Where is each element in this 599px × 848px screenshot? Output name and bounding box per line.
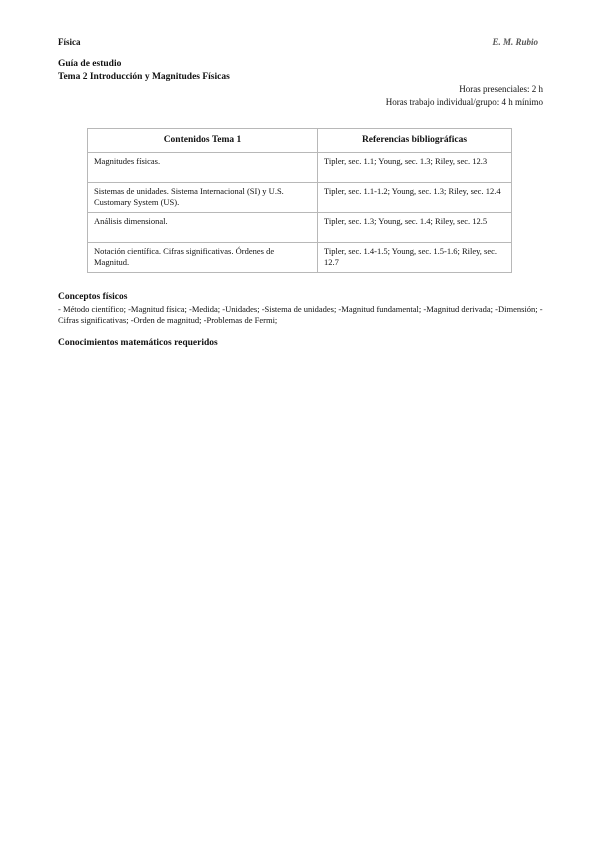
table-cell-content: Notación científica. Cifras significativas. Órdenes de Magnitud.	[88, 243, 318, 273]
table-row	[88, 243, 512, 273]
table-cell-content: Análisis dimensional.	[88, 213, 318, 243]
header-subject: Física	[58, 37, 81, 47]
concepts-text: - Método científico; -Magnitud física; -Medida; -Unidades; -Sistema de unidades; -Magnitud fundamental; -Magnitud derivada; -Dimensión; -Cifras significativas; -Orden de magnitud; -Problemas de Fermi;	[58, 304, 543, 325]
table-row	[88, 213, 512, 243]
table-cell-refs: Tipler, sec. 1.1; Young, sec. 1.3; Riley, sec. 12.3	[318, 153, 512, 183]
topic-title: Tema 2 Introducción y Magnitudes Físicas	[58, 72, 230, 82]
table-cell-refs: Tipler, sec. 1.1-1.2; Young, sec. 1.3; Riley, sec. 12.4	[318, 183, 512, 213]
header-references: Referencias bibliográficas	[318, 129, 512, 153]
contents-table	[87, 128, 512, 273]
table-cell-content: Magnitudes físicas.	[88, 153, 318, 183]
individual-hours: Horas trabajo individual/grupo: 4 h mínimo	[385, 97, 543, 107]
table-cell-content: Sistemas de unidades. Sistema Internacional (SI) y U.S. Customary System (US).	[88, 183, 318, 213]
header-contents: Contenidos Tema 1	[88, 129, 318, 153]
math-title: Conocimientos matemáticos requeridos	[58, 338, 218, 348]
table-cell-refs: Tipler, sec. 1.3; Young, sec. 1.4; Riley, sec. 12.5	[318, 213, 512, 243]
table-cell-refs: Tipler, sec. 1.4-1.5; Young, sec. 1.5-1.6; Riley, sec. 12.7	[318, 243, 512, 273]
table-row	[88, 183, 512, 213]
table-row	[88, 153, 512, 183]
header-author: E. M. Rubio	[492, 37, 538, 47]
document-title-block	[58, 58, 230, 84]
hours-block	[386, 83, 543, 109]
table-header-row	[88, 129, 512, 153]
guide-title: Guía de estudio	[58, 59, 122, 69]
presential-hours: Horas presenciales: 2 h	[459, 84, 543, 94]
concepts-title: Conceptos físicos	[58, 292, 128, 302]
